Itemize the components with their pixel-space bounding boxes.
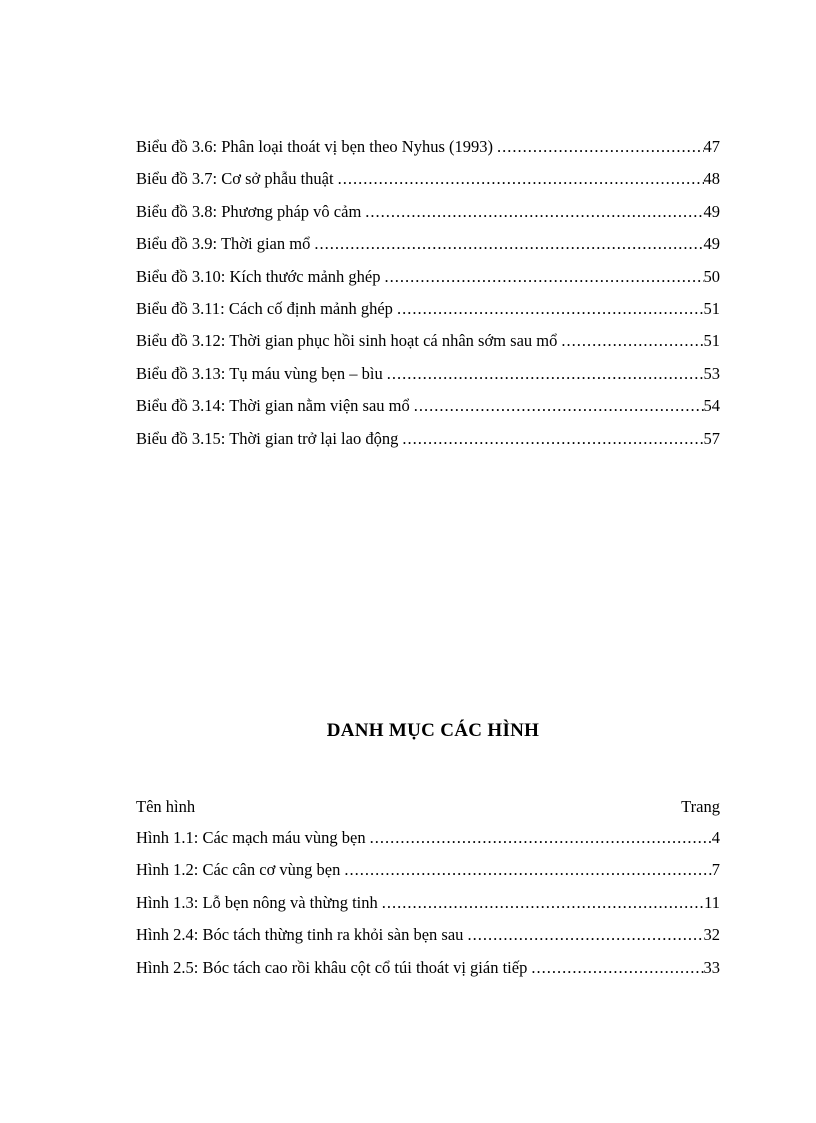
- chart-entry-label: Biểu đồ 3.15: Thời gian trở lại lao động: [136, 428, 399, 448]
- dot-leader: [561, 325, 703, 357]
- chart-list-item: [136, 423, 720, 455]
- chart-list-item: [136, 196, 720, 228]
- dot-leader: [344, 854, 711, 886]
- figure-list-header: [136, 792, 720, 822]
- dot-leader: [531, 952, 703, 984]
- dot-leader: [365, 196, 703, 228]
- chart-list-item: [136, 228, 720, 260]
- chart-entry-page: 57: [703, 428, 720, 448]
- figure-entry-page: 33: [703, 957, 720, 977]
- chart-entry-page: 51: [703, 298, 720, 318]
- figure-entry-label: Hình 1.2: Các cân cơ vùng bẹn: [136, 860, 341, 880]
- dot-leader: [338, 163, 704, 195]
- dot-leader: [387, 358, 704, 390]
- chart-entry-page: 54: [703, 396, 720, 416]
- chart-entry-label: Biểu đồ 3.10: Kích thước mảnh ghép: [136, 266, 381, 286]
- chart-list-item: [136, 358, 720, 390]
- figure-list-item: [136, 822, 720, 854]
- chart-list-item: [136, 261, 720, 293]
- chart-entry-label: Biểu đồ 3.11: Cách cố định mảnh ghép: [136, 298, 393, 318]
- figure-list-item: [136, 952, 720, 984]
- dot-leader: [497, 131, 704, 163]
- chart-entry-page: 48: [703, 169, 720, 189]
- chart-entry-page: 51: [703, 331, 720, 351]
- chart-list-item: [136, 293, 720, 325]
- chart-list-item: [136, 390, 720, 422]
- dot-leader: [385, 261, 704, 293]
- figure-entry-page: 7: [711, 860, 720, 880]
- figure-entry-label: Hình 2.5: Bóc tách cao rồi khâu cột cổ túi thoát vị gián tiếp: [136, 957, 528, 977]
- figure-entry-label: Hình 1.3: Lỗ bẹn nông và thừng tinh: [136, 892, 378, 912]
- chart-entry-label: Biểu đồ 3.14: Thời gian nằm viện sau mổ: [136, 396, 410, 416]
- figure-list: [136, 792, 720, 984]
- figure-entry-page: 32: [703, 925, 720, 945]
- chart-list: [136, 131, 720, 455]
- figure-entry-label: Hình 1.1: Các mạch máu vùng bẹn: [136, 828, 366, 847]
- chart-entry-page: 49: [703, 234, 720, 254]
- figure-list-item: [136, 919, 720, 951]
- page-column-header: Trang: [681, 797, 720, 816]
- chart-list-item: [136, 325, 720, 357]
- figure-list-item: [136, 854, 720, 886]
- chart-entry-label: Biểu đồ 3.6: Phân loại thoát vị bẹn theo Nyhus (1993): [136, 137, 493, 156]
- chart-entry-page: 49: [703, 201, 720, 221]
- dot-leader: [382, 887, 704, 919]
- chart-list-item: [136, 131, 720, 163]
- figure-name-column-header: Tên hình: [136, 797, 196, 816]
- dot-leader: [414, 390, 704, 422]
- chart-entry-label: Biểu đồ 3.8: Phương pháp vô cảm: [136, 201, 362, 221]
- chart-entry-label: Biểu đồ 3.12: Thời gian phục hồi sinh hoạt cá nhân sớm sau mổ: [136, 331, 558, 351]
- chart-entry-label: Biểu đồ 3.7: Cơ sở phẫu thuật: [136, 169, 334, 189]
- dot-leader: [370, 822, 712, 854]
- figures-section-title: DANH MỤC CÁC HÌNH: [326, 720, 540, 741]
- figure-entry-page: 11: [704, 892, 720, 912]
- dot-leader: [314, 228, 703, 260]
- chart-entry-page: 53: [703, 363, 720, 383]
- chart-entry-label: Biểu đồ 3.9: Thời gian mổ: [136, 234, 311, 254]
- chart-entry-label: Biểu đồ 3.13: Tụ máu vùng bẹn – bìu: [136, 363, 383, 383]
- dot-leader: [402, 423, 703, 455]
- figure-entry-label: Hình 2.4: Bóc tách thừng tinh ra khỏi sàn bẹn sau: [136, 925, 464, 945]
- dot-leader: [397, 293, 704, 325]
- dot-leader: [467, 919, 703, 951]
- chart-entry-page: 47: [703, 137, 720, 156]
- chart-entry-page: 50: [703, 266, 720, 286]
- figure-list-item: [136, 887, 720, 919]
- figure-entry-page: 4: [711, 828, 720, 847]
- chart-list-item: [136, 163, 720, 195]
